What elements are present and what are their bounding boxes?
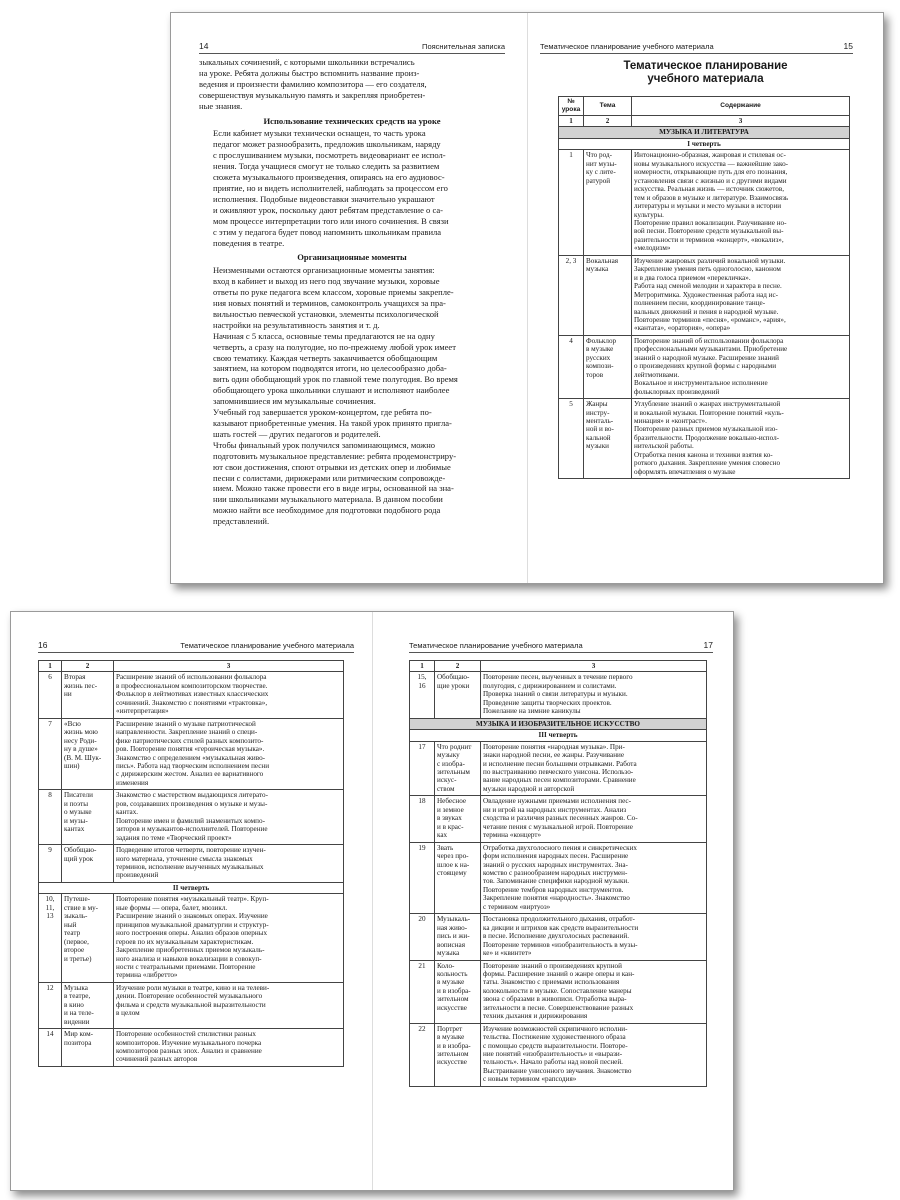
content-cell: Расширение знаний о музыке патриотической направленности. Закрепление знаний о специ- фике патриотических стилей разных композито- ров. Повторение понятия «героическая музыка». Знакомство с определением «музыкальная живо- пись». Работа над творческим исполнением песни с дирижерским жестом. Анализ ее вариативного изменения — [114, 718, 344, 790]
page-15 — [528, 13, 883, 583]
page-16 — [11, 612, 372, 1190]
content-cell: Овладение нужными приемами исполнения пес- ни и игрой на народных инструментах. Анализ сходства и различия разных песенных жанров. Со- четание пения с музыкальной игрой. Повторение термина «концерт» — [481, 796, 707, 842]
content-cell: Изучение жанровых различий вокальной музыки. Закрепление умения петь одноголосно, каноном и в два голоса приемом «перекличка». Работа над сменой мелодии и характера в песне. Метроритмика. Художественная работа над ис- полнением песни, координирование танце- вальных движений и пения в народной музыке. Повторение терминов «песня», «романс», «ария», «кантата», «оратория», «опера» — [632, 255, 850, 335]
running-header — [38, 640, 354, 653]
topic-cell: Обобщаю- щий урок — [62, 845, 114, 883]
page-title: Тематическое планирование учебного материала — [623, 60, 788, 85]
column-number-row: 1 2 3 — [39, 661, 344, 672]
page-number: 17 — [703, 640, 713, 650]
page-number: 15 — [843, 41, 853, 51]
lesson-number-cell: 6 — [39, 672, 62, 718]
topic-cell: Музыка в театре, в кино и на теле- видении — [62, 982, 114, 1028]
content-cell: Углубление знаний о жанрах инструментальной и вокальной музыки. Повторение понятий «куль- минация» и «контраст». Повторение разных приемов музыкальной изо- бразительности. Продолжение вокально-испол- нительской работы. Отработка пения канона и техники взятия ко- роткого дыхания. Закрепление умения словесно оформлять впечатления о музыке — [632, 399, 850, 479]
lesson-number-cell: 10, 11, 13 — [39, 894, 62, 983]
lesson-number-cell: 9 — [39, 845, 62, 883]
plan-table — [409, 660, 707, 1087]
running-header — [199, 41, 505, 54]
table-row — [39, 718, 344, 790]
table-row — [39, 894, 344, 983]
topic-cell: Писатели и поэты о музыке и музы- кантах — [62, 790, 114, 845]
col-header-number: № урока — [559, 97, 584, 116]
content-cell: Знакомство с мастерством выдающихся литерато- ров, создававших произведения о музыке и музы- кантах. Повторение имен и фамилий знаменитых компо- зиторов и музыкантов-исполнителей. Повторение задания по теме «Творческий проект» — [114, 790, 344, 845]
header-label: Тематическое планирование учебного материала — [409, 641, 583, 650]
section-heading-technical: Использование технических средств на уроке — [263, 115, 441, 126]
topic-cell: Небесное и земное в звуках и в крас- ках — [435, 796, 481, 842]
lesson-number-cell: 21 — [410, 960, 435, 1023]
table-row — [410, 741, 707, 796]
table-row — [410, 1023, 707, 1086]
column-number-row: 1 2 3 — [559, 116, 850, 127]
section-row: МУЗЫКА И ИЗОБРАЗИТЕЛЬНОЕ ИСКУССТВО — [410, 718, 707, 729]
lesson-number-cell: 5 — [559, 399, 584, 479]
topic-cell: Коло- кольность в музыке и в изобра- зительном искусстве — [435, 960, 481, 1023]
table-row — [39, 845, 344, 883]
topic-cell: Вторая жизнь пес- ни — [62, 672, 114, 718]
content-cell: Подведение итогов четверти, повторение изучен- ного материала, уточнение смысла знакомых терминов, исполнение выученных музыкальных произведений — [114, 845, 344, 883]
table-row — [559, 255, 850, 335]
plan-table — [558, 96, 850, 479]
table-row — [39, 1029, 344, 1067]
page-17 — [373, 612, 733, 1190]
table-row — [410, 914, 707, 960]
table-header-row — [559, 97, 850, 116]
quarter-row: I четверть — [559, 138, 850, 149]
intro-paragraph: зыкальных сочинений, с которыми школьники встречались на уроке. Ребята должны быстро вспомнить название произ- ведения и произнести фамилию композитора — его создателя, совершенствуя музыкальную память и закрепляя приобретен- ные знания. — [199, 57, 427, 111]
page-number: 16 — [38, 640, 48, 650]
table-row — [559, 150, 850, 255]
lesson-number-cell: 14 — [39, 1029, 62, 1067]
organizational-paragraph-1: Неизменными остаются организационные моменты занятия: вход в кабинет и выход из него под звучание музыки, хоровые ответы по руке педагога всем классом, хоровые приемы закрепле- ния новых понятий и терминов, самоконтроль учащихся за пра- вильностью певческой установки, элементы психологической настройки на результативность занятия и т. д. — [213, 265, 454, 330]
content-cell: Расширение знаний об использовании фольклора в профессиональном композиторском творчестве. Фольклор в лейтмотивах известных классических сочинений. Знакомство с понятиями «трактовка», «интерпретация» — [114, 672, 344, 718]
topic-cell: Вокальная музыка — [584, 255, 632, 335]
topic-cell: Звать через про- шлое к на- стоящему — [435, 842, 481, 914]
table-row — [559, 399, 850, 479]
lesson-number-cell: 20 — [410, 914, 435, 960]
bottom-book-spread — [10, 611, 734, 1191]
topic-cell: Что род- нит музы- ку с лите- ратурой — [584, 150, 632, 255]
col-header-topic: Тема — [584, 97, 632, 116]
topic-cell: Музыкаль- ная живо- пись и жи- вописная музыка — [435, 914, 481, 960]
lesson-number-cell: 12 — [39, 982, 62, 1028]
page-14-body — [199, 57, 505, 527]
col-header-content: Содержание — [632, 97, 850, 116]
topic-cell: Портрет в музыке и в изобра- зительном искусстве — [435, 1023, 481, 1086]
lesson-number-cell: 8 — [39, 790, 62, 845]
content-cell: Изучение роли музыки в театре, кино и на телеви- дении. Повторение особенностей музыкального фильма и средств музыкальной выразительности в целом — [114, 982, 344, 1028]
page-14 — [171, 13, 527, 583]
content-cell: Повторение знаний о произведениях крупной формы. Расширение знаний о жанре оперы и кан- таты. Знакомство с приемами использования колокольности в музыке. Сопоставление манеры звона с образами в живописи. Отработка выра- зительности в песне. Совершенствование разных техник дыхания и дирижирования — [481, 960, 707, 1023]
table-row — [39, 672, 344, 718]
running-header — [540, 41, 853, 54]
lesson-number-cell: 15, 16 — [410, 672, 435, 718]
plan-table — [38, 660, 344, 1067]
organizational-paragraph-2: Начиная с 5 класса, основные темы предлагаются не на одну четверть, а сразу на полугодие, но по-прежнему любой урок имеет свою тематику. Каждая четверть заканчивается обобщающим занятием, на котором подводятся итоги, но целесообразно доба- вить один обобщающий урок по главной теме полугодия. Во время обобщающего урока школьники слушают и исполняют наиболее запомнившиеся им музыкальные сочинения. — [213, 330, 458, 407]
lesson-number-cell: 1 — [559, 150, 584, 255]
table-row — [410, 842, 707, 914]
column-number-row: 1 2 3 — [410, 661, 707, 672]
table-row — [410, 796, 707, 842]
table-row — [39, 790, 344, 845]
content-cell: Повторение особенностей стилистики разных композиторов. Изучение музыкального почерка композиторов разных эпох. Анализ и сравнение сочинений разных авторов — [114, 1029, 344, 1067]
lesson-number-cell: 2, 3 — [559, 255, 584, 335]
topic-cell: Мир ком- позитора — [62, 1029, 114, 1067]
topic-cell: Путеше- ствие в му- зыкаль- ный театр (первое, второе и третье) — [62, 894, 114, 983]
lesson-number-cell: 19 — [410, 842, 435, 914]
header-label: Тематическое планирование учебного материала — [180, 641, 354, 650]
content-cell: Интонационно-образная, жанровая и стилевая ос- новы музыкального искусства — важнейшие зако- номерности, открывающие путь для его познания, установления связи с жизнью и с другими видами искусства. Реальная жизнь — источник сюжетов, тем и образов в музыке и литературе. Взаимосвязь литературы и музыки и место музыки в истории культуры. Повторение правил вокализации. Разучивание но- вой песни. Повторение средств музыкальной вы- разительности и терминов «концерт», «вокализ», «мелодизм» — [632, 150, 850, 255]
header-label: Пояснительная записка — [422, 42, 505, 51]
topic-cell: Фольклор в музыке русских компози- торов — [584, 335, 632, 398]
lesson-number-cell: 17 — [410, 741, 435, 796]
table-row — [559, 335, 850, 398]
content-cell: Повторение понятия «музыкальный театр». Круп- ные формы — опера, балет, мюзикл. Расширение знаний о знакомых операх. Изучение принципов музыкальной драматургии и структур- ного построения оперы. Анализ образов оперных героев по их музыкальным характеристикам. Закрепление приобретенных приемов музыкаль- ного анализа и навыков вокализации в совокуп- ности с театральными приемами. Повторение термина «либретто» — [114, 894, 344, 983]
organizational-paragraph-4: Чтобы финальный урок получился запоминающимся, можно подготовить музыкальное представление: ребята продемонстриру- ют свои достижения, споют отрывки из детских опер и любимые песни с солистами, дирижерами или ритмическим сопровожде- нием. Можно также провести его в виде игры, основанной на зна- нии школьниками музыкального материала. В данном пособии можно найти все необходимое для подготовки подобного рода представлений. — [213, 439, 457, 527]
header-label: Тематическое планирование учебного материала — [540, 42, 714, 51]
top-book-spread — [170, 12, 884, 584]
table-row — [39, 982, 344, 1028]
lesson-number-cell: 7 — [39, 718, 62, 790]
running-header — [409, 640, 713, 653]
lesson-number-cell: 22 — [410, 1023, 435, 1086]
organizational-paragraph-3: Учебный год завершается уроком-концертом, где ребята по- казывают приобретенные умения. На такой урок принято пригла- шать гостей — других педагогов и родителей. — [213, 407, 452, 439]
section-row: МУЗЫКА И ЛИТЕРАТУРА — [559, 127, 850, 138]
content-cell: Изучение возможностей скрипичного исполни- тельства. Постижение художественного образа с помощью средств выразительности. Повторе- ние понятий «изобразительность» и «вырази- тельность». Начало работы над новой песней. Выстраивание унисонного звучания. Знакомство с новым термином «рапсодия» — [481, 1023, 707, 1086]
page-number: 14 — [199, 41, 209, 51]
quarter-row: III четверть — [410, 730, 707, 741]
table-row — [410, 960, 707, 1023]
content-cell: Отработка двухголосного пения и синкретических форм исполнения народных песен. Расширение знаний о русских народных инструментах. Зна- комство с разнообразием народных инструмен- тов. Запоминание специфики народной музыки. Повторение тембров народных инструментов. Закрепление понятия «народность». Знакомство с термином «виртуоз» — [481, 842, 707, 914]
section-heading-organizational: Организационные моменты — [297, 252, 407, 263]
quarter-row: II четверть — [39, 882, 344, 893]
content-cell: Повторение песен, выученных в течение первого полугодия, с дирижированием и солистами. Проверка знаний о связи литературы и музыки. Проведение защиты творческих проектов. Пожелание на зимние каникулы — [481, 672, 707, 718]
topic-cell: Обобщаю- щие уроки — [435, 672, 481, 718]
topic-cell: «Всю жизнь мою несу Роди- ну в душе» (В. М. Шук- шин) — [62, 718, 114, 790]
table-row — [410, 672, 707, 718]
content-cell: Постановка продолжительного дыхания, отработ- ка дикции и штрихов как средств выразительности в песне. Исполнение двухголосных распеваний. Повторение терминов «изобразительность в музы- ке» и «квинтет» — [481, 914, 707, 960]
content-cell: Повторение знаний об использовании фольклора профессиональными музыкантами. Приобретение знаний о народной музыке. Расширение знаний о произведениях крупной формы с народными лейтмотивами. Вокальное и инструментальное исполнение фольклорных произведений — [632, 335, 850, 398]
topic-cell: Жанры инстру- менталь- ной и во- кальной музыки — [584, 399, 632, 479]
lesson-number-cell: 4 — [559, 335, 584, 398]
lesson-number-cell: 18 — [410, 796, 435, 842]
technical-paragraph: Если кабинет музыки технически оснащен, то часть урока педагог может разнообразить, предложив школьникам, наряду с прослушиванием музыки, посмотреть видеовариант ее испол- нения. Тогда учащиеся смогут не только следить за развитием сюжета музыкального произведения, опираясь на его аудиовос- приятие, но и видеть исполнителей, наблюдать за процессом его исполнения. Подобные видеовставки значительно украшают и оживляют урок, поскольку дают ребятам представление о са- мом процессе интерпретации того или иного сочинения. В связи с этим у педагога будет повод напомнить школьникам правила поведения в театре. — [213, 128, 449, 248]
content-cell: Повторение понятия «народная музыка». При- знаки народной песни, ее жанры. Разучивание и исполнение песни большими отрывками. Работа по выстраиванию певческого унисона. Использо- вание народных песен композиторами. Сравнение музыки народной и авторской — [481, 741, 707, 796]
topic-cell: Что роднит музыку с изобра- зительным искус- ством — [435, 741, 481, 796]
